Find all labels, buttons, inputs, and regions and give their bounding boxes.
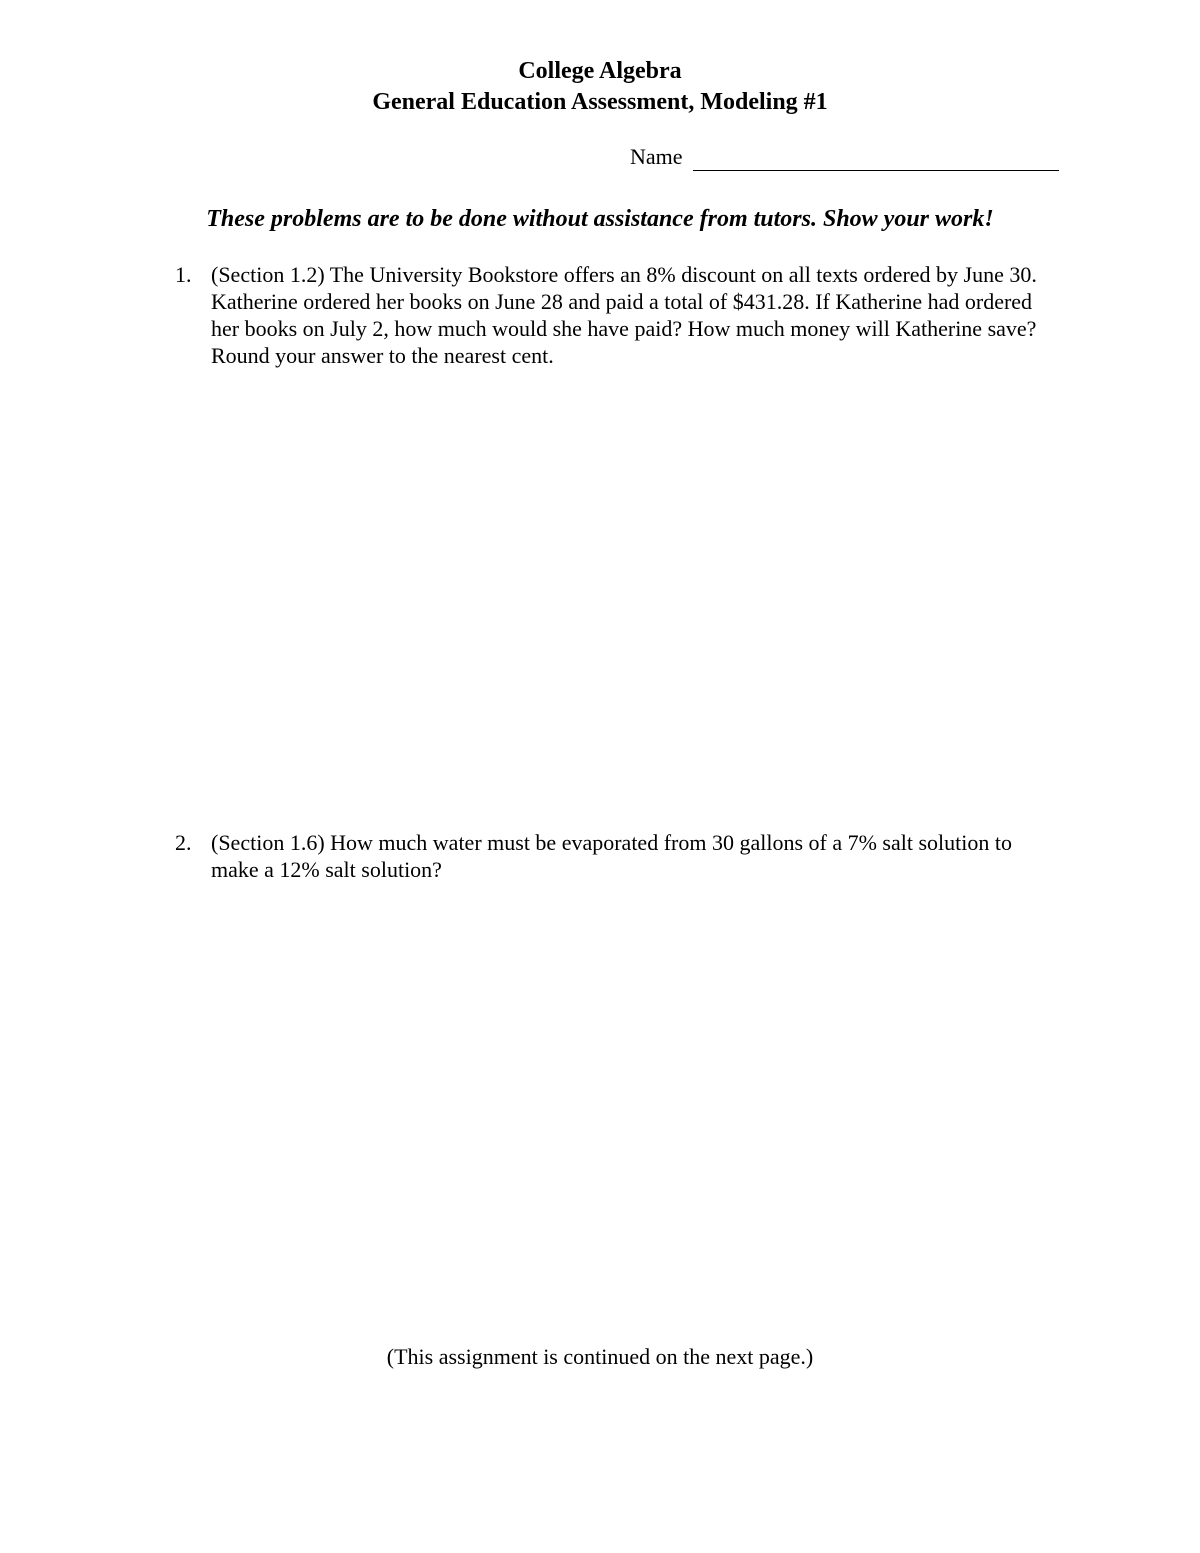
- instructions-text: These problems are to be done without assistance from tutors. Show your work!: [206, 206, 994, 232]
- assessment-title: General Education Assessment, Modeling #1: [372, 89, 828, 115]
- problem-number: 2.: [175, 830, 192, 855]
- course-title: College Algebra: [518, 58, 682, 84]
- problem-number: 1.: [175, 262, 192, 287]
- problem-text: (Section 1.2) The University Bookstore offers an 8% discount on all texts ordered by June 30. Katherine ordered her books on June 28 and paid a total of $431.28. If Katherine had ordered her books on July 2, how much would she have paid? How much money will Katherine save? Round your answer to the nearest cent.: [211, 262, 1037, 368]
- continuation-note: (This assignment is continued on the next page.): [386, 1344, 814, 1369]
- problem-text: (Section 1.6) How much water must be evaporated from 30 gallons of a 7% salt solution to make a 12% salt solution?: [211, 830, 1012, 882]
- name-label: Name: [630, 144, 683, 169]
- name-blank-line: [693, 170, 1059, 171]
